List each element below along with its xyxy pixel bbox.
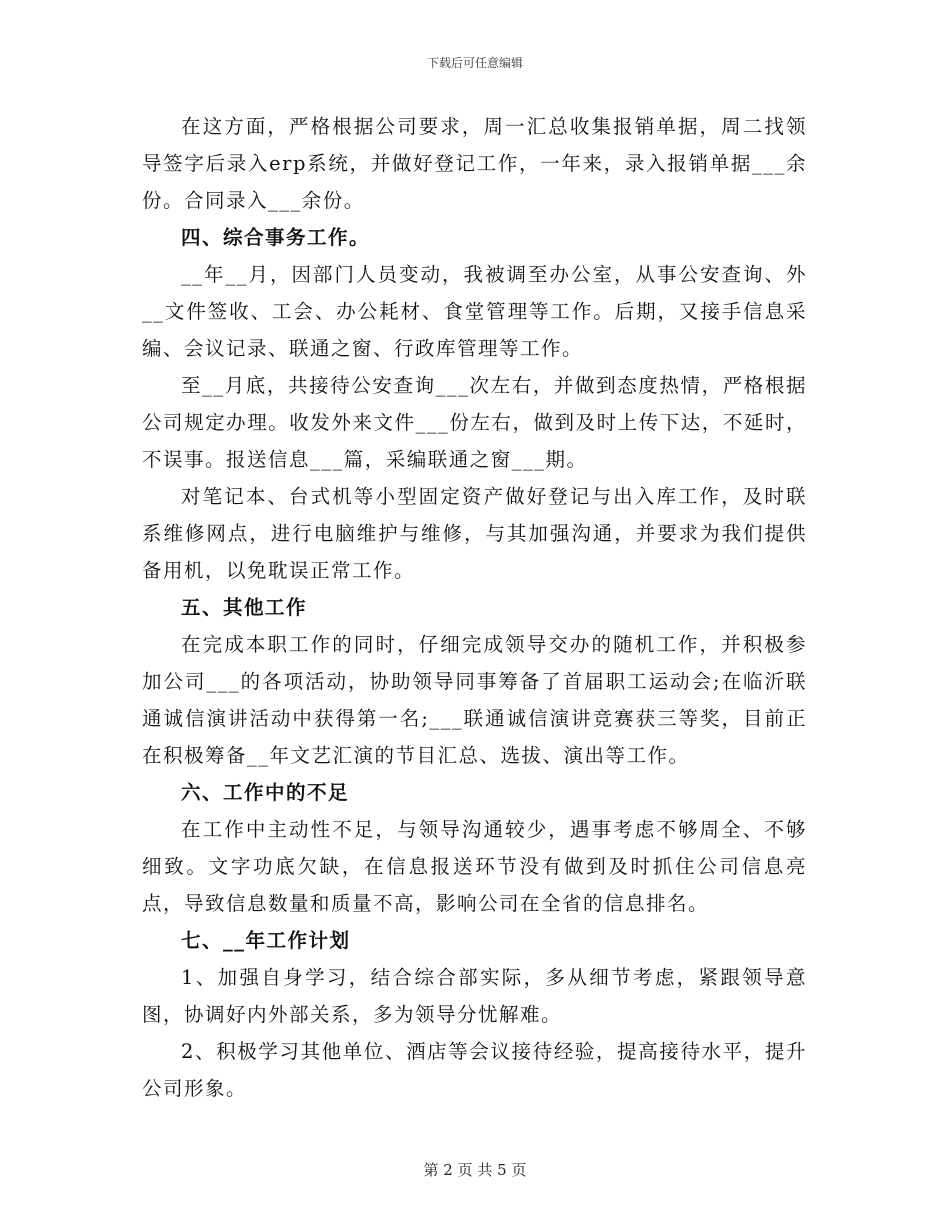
document-body [142,108,807,1107]
page-header: 下载后可任意编辑 [426,56,523,70]
paragraph: 在工作中主动性不足，与领导沟通较少，遇事考虑不够周全、不够细致。文字功底欠缺，在信息报送环节没有做到及时抓住公司信息亮点，导致信息数量和质量不高，影响公司在全省的信息排名。 [142,818,807,915]
section-heading: 七、__年工作计划 [181,929,351,952]
section-heading: 五、其他工作 [181,596,308,619]
page-footer: 第 2 页 共 5 页 [423,1161,527,1179]
paragraph: 对笔记本、台式机等小型固定资产做好登记与出入库工作，及时联系维修网点，进行电脑维护与维修，与其加强沟通，并要求为我们提供备用机，以免耽误正常工作。 [142,485,807,582]
paragraph: 在这方面，严格根据公司要求，周一汇总收集报销单据，周二找领导签字后录入erp系统，并做好登记工作，一年来，录入报销单据___余份。合同录入___余份。 [142,115,807,212]
paragraph: __年__月，因部门人员变动，我被调至办公室，从事公安查询、外__文件签收、工会、办公耗材、食堂管理等工作。后期，又接手信息采编、会议记录、联通之窗、行政库管理等工作。 [142,263,807,360]
paragraph: 2、积极学习其他单位、酒店等会议接待经验，提高接待水平，提升公司形象。 [142,1040,807,1100]
paragraph: 至__月底，共接待公安查询___次左右，并做到态度热情，严格根据公司规定办理。收发外来文件___份左右，做到及时上传下达，不延时，不误事。报送信息___篇，采编联通之窗___期。 [142,374,807,471]
paragraph: 1、加强自身学习，结合综合部实际，多从细节考虑，紧跟领导意图，协调好内外部关系，多为领导分忧解难。 [142,966,807,1026]
section-heading: 四、综合事务工作。 [181,226,371,249]
section-heading: 六、工作中的不足 [181,781,350,804]
paragraph: 在完成本职工作的同时，仔细完成领导交办的随机工作，并积极参加公司___的各项活动，协助领导同事筹备了首届职工运动会;在临沂联通诚信演讲活动中获得第一名;___联通诚信演讲竞赛获三等奖，目前正在积极筹备__年文艺汇演的节目汇总、选拔、演出等工作。 [142,633,807,767]
